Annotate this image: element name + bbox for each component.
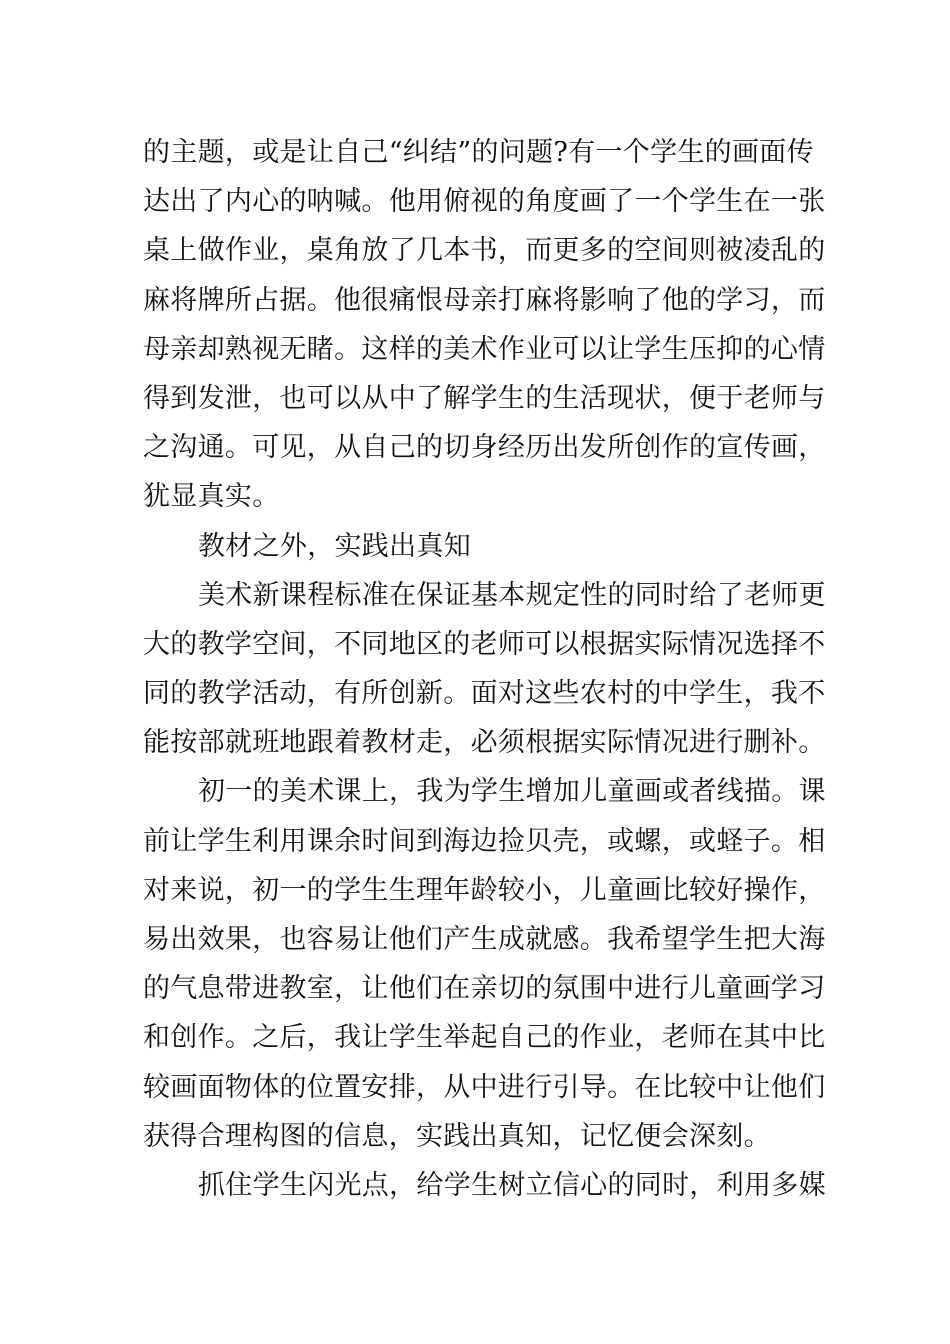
paragraph-start-line: 抓住学生闪光点，给学生树立信心的同时，利用多媒 [198,1169,826,1201]
text-line: 达出了内心的呐喊。他用俯视的角度画了一个学生在一张 [143,186,826,218]
text-line: 同的教学活动，有所创新。面对这些农村的中学生，我不 [143,678,826,710]
text-line: 之沟通。可见，从自己的切身经历出发所创作的宣传画， [143,432,826,464]
text-line: 大的教学空间，不同地区的老师可以根据实际情况选择不 [143,628,826,660]
text-line: 桌上做作业，桌角放了几本书，而更多的空间则被凌乱的 [143,235,826,267]
paragraph-start-line: 美术新课程标准在保证基本规定性的同时给了老师更 [198,579,826,611]
text-line: 前让学生利用课余时间到海边捡贝壳，或螺，或蛏子。相 [143,825,826,857]
text-line: 能按部就班地跟着教材走，必须根据实际情况进行删补。 [143,727,826,759]
text-line: 得到发泄，也可以从中了解学生的生活现状，便于老师与 [143,382,826,414]
text-line: 和创作。之后，我让学生举起自己的作业，老师在其中比 [143,1022,826,1054]
text-line: 母亲却熟视无睹。这样的美术作业可以让学生压抑的心情 [143,333,826,365]
text-line: 的气息带进教室，让他们在亲切的氛围中进行儿童画学习 [143,973,826,1005]
text-line: 犹显真实。 [143,481,280,513]
text-line: 的主题，或是让自己“纠结”的问题?有一个学生的画面传 [143,137,814,168]
text-line: 较画面物体的位置安排，从中进行引导。在比较中让他们 [143,1071,826,1103]
paragraph-start-line: 初一的美术课上，我为学生增加儿童画或者线描。课 [198,776,826,808]
section-heading: 教材之外，实践出真知 [198,530,471,562]
article-body [143,128,826,1210]
text-line: 麻将牌所占据。他很痛恨母亲打麻将影响了他的学习，而 [143,284,826,316]
text-line: 易出效果，也容易让他们产生成就感。我希望学生把大海 [143,924,826,955]
text-line: 获得合理构图的信息，实践出真知，记忆便会深刻。 [143,1120,771,1152]
text-line: 对来说，初一的学生生理年龄较小，儿童画比较好操作， [143,874,826,906]
